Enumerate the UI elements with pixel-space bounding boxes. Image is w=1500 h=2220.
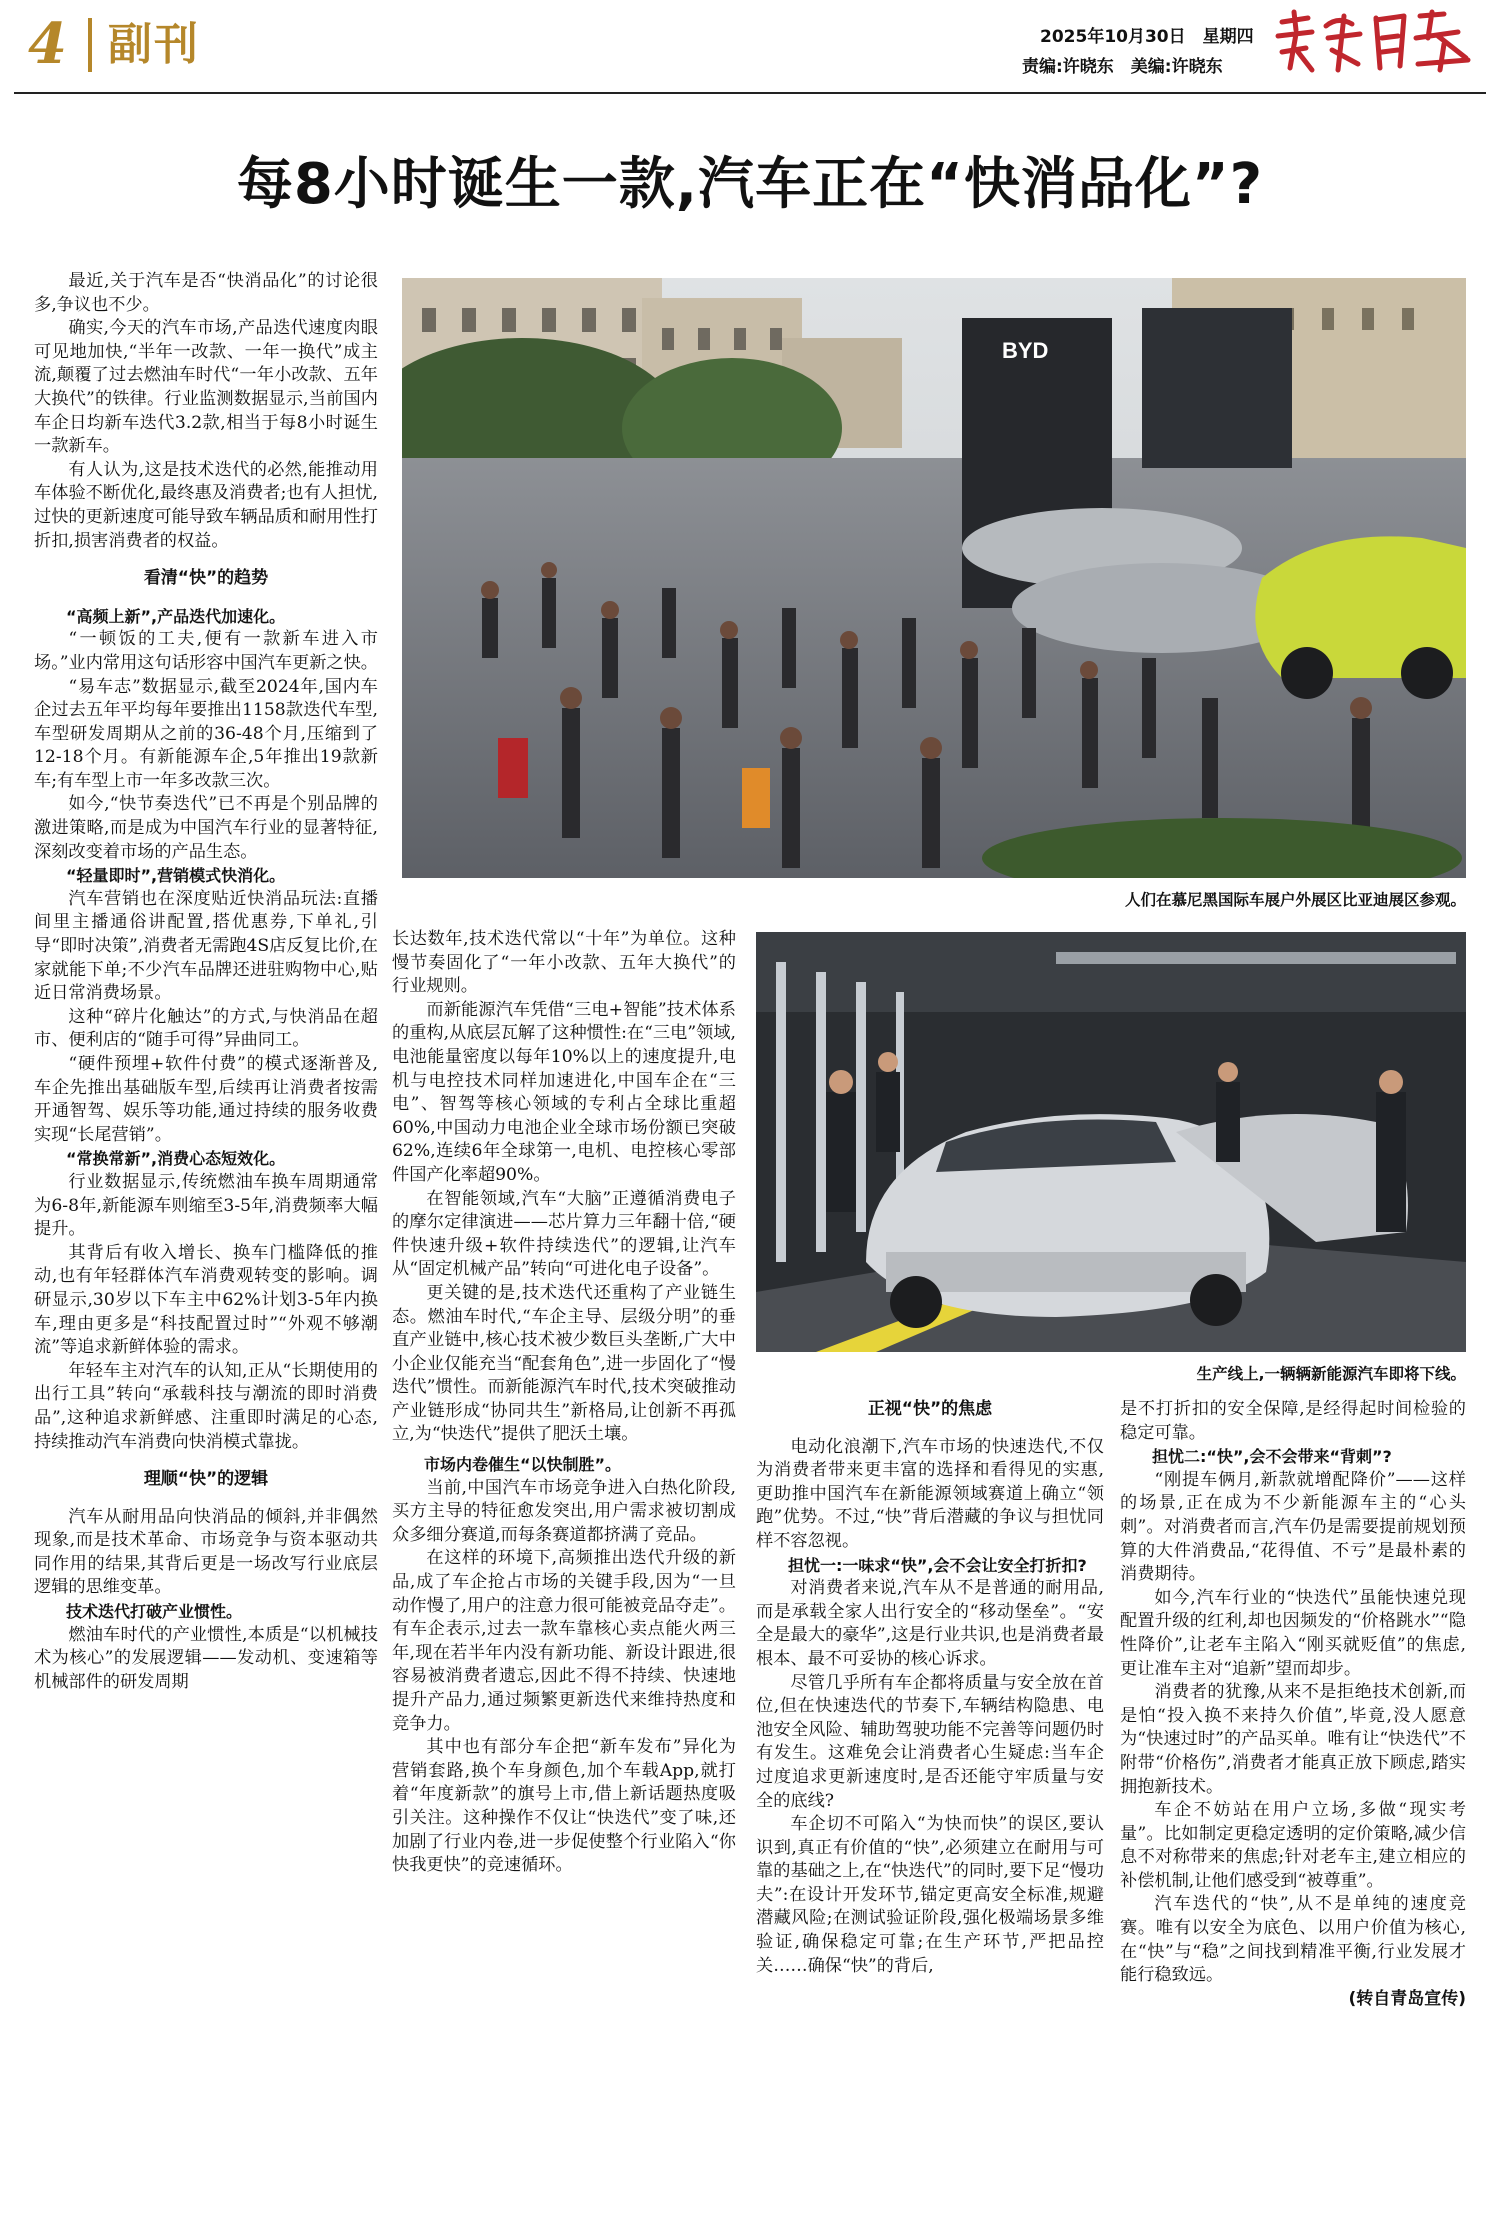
paragraph: 更关键的是,技术迭代还重构了产业链生态。燃油车时代,“车企主导、层级分明”的垂直产业链中,核心技术被少数巨头垄断,广大中小企业仅能充当“配套角色”,进一步固化了“慢迭代”惯性。而新能源汽车时代,技术突破推动产业链形成“协同共生”新格局,让创新不再孤立,为“快迭代”提供了肥沃土壤。: [392, 1282, 736, 1445]
paragraph: 车企切不可陷入“为快而快”的误区,要认识到,真正有价值的“快”,必须建立在耐用与可靠的基础之上,在“快迭代”的同时,要下足“慢功夫”:在设计开发环节,锚定更高安全标准,规避潜藏风险;在测试验证阶段,强化极端场景多维验证,确保稳定可靠;在生产环节,严把品控关……确保“快”的背后,: [756, 1814, 1104, 1976]
factory-photo: [756, 932, 1466, 1352]
paragraph: 汽车迭代的“快”,从不是单纯的速度竞赛。唯有以安全为底色、以用户价值为核心,在“快”与“稳”之间找到精准平衡,行业发展才能行稳致远。: [1120, 1894, 1466, 1986]
lead-line: 担忧一:一味求“快”,会不会让安全打折扣?: [788, 1555, 1087, 1575]
paragraph: 在智能领域,汽车“大脑”正遵循消费电子的摩尔定律演进——芯片算力三年翻十倍,“硬件快速升级+软件持续迭代”的逻辑,让汽车从“固定机械产品”转向“可进化电子设备”。: [392, 1188, 736, 1280]
auto-show-photo: [402, 278, 1466, 878]
paragraph: 消费者的犹豫,从来不是拒绝技术创新,而是怕“投入换不来持久价值”,毕竟,没人愿意为“快速过时”的产品买单。唯有让“快迭代”不附带“价格伤”,消费者才能真正放下顾虑,踏实拥抱新技术。: [1120, 1682, 1466, 1797]
subheading-logic: 理顺“快”的逻辑: [143, 1469, 269, 1490]
lead-line: “高频上新”,产品迭代加速化。: [66, 606, 286, 626]
newspaper-logo: [1268, 8, 1480, 78]
paragraph: 汽车从耐用品向快消品的倾斜,并非偶然现象,而是技术革命、市场竞争与资本驱动共同作用的结果,其背后更是一场改写行业底层逻辑的思维变革。: [34, 1506, 378, 1598]
paragraph: 车企不妨站在用户立场,多做“现实考量”。比如制定更稳定透明的定价策略,减少信息不对称带来的焦虑;针对老车主,建立相应的补偿机制,让他们感受到“被尊重”。: [1120, 1800, 1466, 1891]
source-credit: (转自青岛宣传): [1348, 1988, 1466, 2009]
column-3: [756, 1398, 1104, 1978]
dateline: 2025年10月30日 星期四: [1040, 27, 1254, 47]
masthead-divider: [88, 18, 92, 72]
editors-line: 责编:许晓东 美编:许晓东: [1022, 57, 1223, 77]
page-number: 4: [28, 11, 67, 77]
paragraph: 如今,“快节奏迭代”已不再是个别品牌的激进策略,而是成为中国汽车行业的显著特征,深刻改变着市场的产品生态。: [34, 794, 378, 862]
paragraph: 最近,关于汽车是否“快消品化”的讨论很多,争议也不少。: [34, 271, 378, 315]
paragraph: 对消费者来说,汽车从不是普通的耐用品,而是承载全家人出行安全的“移动堡垒”。“安全是最大的豪华”,这是行业共识,也是消费者最根本、最不可妥协的核心诉求。: [756, 1578, 1104, 1669]
lead-line: 技术迭代打破产业惯性。: [66, 1602, 243, 1622]
paragraph: 是不打折扣的安全保障,是经得起时间检验的稳定可靠。: [1120, 1399, 1466, 1443]
lead-line: 市场内卷催生“以快制胜”。: [424, 1455, 622, 1475]
paragraph: 电动化浪潮下,汽车市场的快速迭代,不仅为消费者带来更丰富的选择和看得见的实惠,更助推中国汽车在新能源领域赛道上确立“领跑”优势。不过,“快”背后潜藏的争议与担忧同样不容忽视。: [756, 1436, 1104, 1551]
paragraph: “刚提车俩月,新款就增配降价”——这样的场景,正在成为不少新能源车主的“心头刺”。对消费者而言,汽车仍是需要提前规划预算的大件消费品,“花得值、不亏”是最朴素的消费期待。: [1120, 1469, 1466, 1585]
lead-line: “轻量即时”,营销模式快消化。: [66, 866, 286, 886]
auto-show-caption: 人们在慕尼黑国际车展户外展区比亚迪展区参观。: [1124, 891, 1466, 909]
paragraph: “易车志”数据显示,截至2024年,国内车企过去五年平均每年要推出1158款迭代车型,车型研发周期从之前的36-48个月,压缩到了12-18个月。有新能源车企,5年推出19款新车;有车型上市一年多改款三次。: [34, 676, 378, 791]
paragraph: 这种“碎片化触达”的方式,与快消品在超市、便利店的“随手可得”异曲同工。: [34, 1006, 378, 1051]
section-title: 副刊: [108, 19, 200, 70]
paragraph: 如今,汽车行业的“快迭代”虽能快速兑现配置升级的红利,却也因频发的“价格跳水”“隐性降价”,让老车主陷入“刚买就贬值”的焦虑,更让准车主对“追新”望而却步。: [1120, 1587, 1466, 1679]
paragraph: 有人认为,这是技术迭代的必然,能推动用车体验不断优化,最终惠及消费者;也有人担忧,过快的更新速度可能导致车辆品质和耐用性打折扣,损害消费者的权益。: [34, 459, 378, 551]
paragraph: 其中也有部分车企把“新车发布”异化为营销套路,换个车身颜色,加个车载App,就打着“年度新款”的旗号上市,借上新话题热度吸引关注。这种操作不仅让“快迭代”变了味,还加剧了行业内卷,进一步促使整个行业陷入“你快我更快”的竞速循环。: [392, 1737, 736, 1876]
paragraph: 汽车营销也在深度贴近快消品玩法:直播间里主播通俗讲配置,搭优惠券,下单礼,引导“即时决策”,消费者无需跑4S店反复比价,在家就能下单;不少汽车品牌还进驻购物中心,贴近日常消费场景。: [34, 888, 378, 1004]
paragraph: 而新能源汽车凭借“三电+智能”技术体系的重构,从底层瓦解了这种惯性:在“三电”领域,电池能量密度以每年10%以上的速度提升,电机与电控技术同样加速进化,中国车企在“三电”、智驾等核心领域的专利占全球比重超60%,中国动力电池企业全球市场份额已突破62%,连续6年全球第一,电机、电控核心零部件国产化率超90%。: [392, 999, 736, 1185]
column-4: [1120, 1398, 1466, 2011]
headline: 每8小时诞生一款,汽车正在“快消品化”?: [236, 152, 1264, 217]
paragraph: 在这样的环境下,高频推出迭代升级的新品,成了车企抢占市场的关键手段,因为“一旦动作慢了,用户的注意力很可能被竞品夺走”。有车企表示,过去一款车靠核心卖点能火两三年,现在若半年内没有新功能、新设计跟进,很容易被消费者遗忘,因此不得不持续、快速地提升产品力,通过频繁更新迭代来维持热度和竞争力。: [392, 1548, 736, 1734]
subheading-trend: 看清“快”的趋势: [143, 568, 269, 589]
column-2: [392, 928, 736, 1878]
paragraph: 长达数年,技术迭代常以“十年”为单位。这种慢节奏固化了“一年小改款、五年大换代”的行业规则。: [392, 929, 736, 997]
subheading-anxiety: 正视“快”的焦虑: [867, 1399, 993, 1419]
byd-sign: BYD: [1002, 338, 1049, 363]
paragraph: “硬件预埋+软件付费”的模式逐渐普及,车企先推出基础版车型,后续再让消费者按需开通智驾、娱乐等功能,通过持续的服务收费实现“长尾营销”。: [34, 1054, 378, 1145]
paragraph: 行业数据显示,传统燃油车换车周期通常为6-8年,新能源车则缩至3-5年,消费频率大幅提升。: [34, 1171, 378, 1240]
paragraph: “一顿饭的工夫,便有一款新车进入市场。”业内常用这句话形容中国汽车更新之快。: [34, 629, 378, 673]
lead-line: “常换常新”,消费心态短效化。: [66, 1149, 286, 1169]
column-1: [34, 270, 378, 1694]
paragraph: 尽管几乎所有车企都将质量与安全放在首位,但在快速迭代的节奏下,车辆结构隐患、电池安全风险、辅助驾驶功能不完善等问题仍时有发生。这难免会让消费者心生疑虑:当车企过度追求更新速度时,是否还能守牢质量与安全的底线?: [756, 1672, 1104, 1811]
paragraph: 确实,今天的汽车市场,产品迭代速度肉眼可见地加快,“半年一改款、一年一换代”成主流,颠覆了过去燃油车时代“一年小改款、五年大换代”的铁律。行业监测数据显示,当前国内车企日均新车迭代3.2款,相当于每8小时诞生一款新车。: [34, 318, 378, 457]
paragraph: 燃油车时代的产业惯性,本质是“以机械技术为核心”的发展逻辑——发动机、变速箱等机械部件的研发周期: [34, 1624, 378, 1692]
masthead-rule: [14, 92, 1486, 94]
paragraph: 当前,中国汽车市场竞争进入白热化阶段,买方主导的特征愈发突出,用户需求被切割成众多细分赛道,而每条赛道都挤满了竞品。: [392, 1477, 736, 1545]
paragraph: 其背后有收入增长、换车门槛降低的推动,也有年轻群体汽车消费观转变的影响。调研显示,30岁以下车主中62%计划3-5年内换车,理由更多是“科技配置过时”“外观不够潮流”等追求新鲜体验的需求。: [34, 1242, 378, 1358]
paragraph: 年轻车主对汽车的认知,正从“长期使用的出行工具”转向“承载科技与潮流的即时消费品”,这种追求新鲜感、注重即时满足的心态,持续推动汽车消费向快消模式靠拢。: [34, 1360, 378, 1452]
factory-caption: 生产线上,一辆辆新能源汽车即将下线。: [1196, 1365, 1466, 1383]
lead-line: 担忧二:“快”,会不会带来“背刺”?: [1152, 1447, 1392, 1467]
